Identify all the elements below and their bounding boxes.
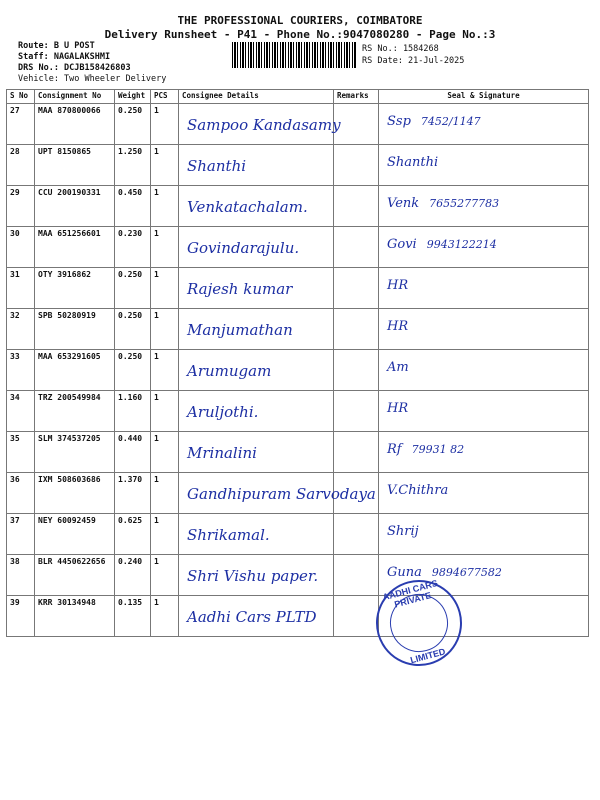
cell-pcs: 1	[151, 473, 179, 514]
cell-sno: 33	[7, 350, 35, 391]
cell-consignment: TRZ 200549984	[35, 391, 115, 432]
cell-sno: 34	[7, 391, 35, 432]
cell-consignee	[179, 186, 334, 227]
cell-pcs: 1	[151, 432, 179, 473]
cell-sno: 28	[7, 145, 35, 186]
cell-remarks	[334, 227, 379, 268]
cell-weight: 0.250	[115, 268, 151, 309]
cell-consignee	[179, 391, 334, 432]
signature-name: Shrij	[387, 524, 419, 539]
cell-sno: 39	[7, 596, 35, 637]
signature	[387, 524, 429, 539]
cell-sno: 37	[7, 514, 35, 555]
cell-consignment: MAA 651256601	[35, 227, 115, 268]
consignee-handwriting: Shri Vishu paper.	[187, 567, 319, 585]
cell-consignment: BLR 4450622656	[35, 555, 115, 596]
signature-phone: 79931 82	[411, 443, 465, 456]
signature-name: Am	[387, 360, 409, 375]
table-row	[7, 104, 589, 145]
cell-consignee	[179, 309, 334, 350]
cell-remarks	[334, 555, 379, 596]
cell-signature	[379, 309, 589, 350]
cell-weight: 0.440	[115, 432, 151, 473]
signature	[387, 360, 419, 375]
cell-signature	[379, 473, 589, 514]
consignee-handwriting: Govindarajulu.	[187, 239, 300, 257]
cell-weight: 0.250	[115, 309, 151, 350]
col-pcs: PCS	[151, 90, 179, 104]
consignee-handwriting: Aadhi Cars PLTD	[187, 608, 317, 626]
cell-sno: 27	[7, 104, 35, 145]
cell-consignee	[179, 350, 334, 391]
consignee-handwriting: Aruljothi.	[187, 403, 259, 421]
seal-top-text: AADHI CARS PRIVATE	[381, 578, 439, 610]
col-consignee: Consignee Details	[179, 90, 334, 104]
cell-pcs: 1	[151, 391, 179, 432]
signature-name: Shanthi	[387, 155, 439, 170]
cell-weight: 0.450	[115, 186, 151, 227]
runsheet-table	[6, 89, 589, 637]
table-row	[7, 350, 589, 391]
signature-phone: 9894677582	[431, 566, 502, 579]
signature-name: HR	[387, 278, 409, 293]
cell-consignee	[179, 555, 334, 596]
signature	[387, 196, 499, 211]
cell-consignee	[179, 596, 334, 637]
cell-consignment: MAA 870800066	[35, 104, 115, 145]
cell-sno: 29	[7, 186, 35, 227]
cell-pcs: 1	[151, 186, 179, 227]
table-row	[7, 473, 589, 514]
signature-name: HR	[387, 401, 409, 416]
cell-remarks	[334, 350, 379, 391]
cell-weight: 0.250	[115, 104, 151, 145]
signature-name: Ssp	[387, 114, 411, 129]
consignee-handwriting: Manjumathan	[187, 321, 293, 339]
cell-weight: 1.160	[115, 391, 151, 432]
cell-pcs: 1	[151, 268, 179, 309]
cell-consignee	[179, 227, 334, 268]
signature	[387, 401, 418, 416]
cell-weight: 0.230	[115, 227, 151, 268]
cell-weight: 0.250	[115, 350, 151, 391]
signature-name: Govi	[387, 237, 417, 252]
cell-signature	[379, 227, 589, 268]
cell-pcs: 1	[151, 350, 179, 391]
cell-sno: 38	[7, 555, 35, 596]
cell-remarks	[334, 268, 379, 309]
cell-consignment: SPB 50280919	[35, 309, 115, 350]
cell-consignment: MAA 653291605	[35, 350, 115, 391]
table-row	[7, 514, 589, 555]
cell-sno: 36	[7, 473, 35, 514]
cell-consignment: CCU 200190331	[35, 186, 115, 227]
signature	[387, 237, 497, 252]
cell-signature	[379, 350, 589, 391]
cell-consignment: UPT 8150865	[35, 145, 115, 186]
cell-pcs: 1	[151, 596, 179, 637]
cell-consignment: SLM 374537205	[35, 432, 115, 473]
cell-consignee	[179, 432, 334, 473]
table-row	[7, 268, 589, 309]
cell-remarks	[334, 432, 379, 473]
signature-phone: 9943122214	[426, 238, 497, 251]
vehicle: Vehicle: Two Wheeler Delivery	[18, 74, 167, 84]
seal-bottom-text: LIMITED	[409, 646, 447, 666]
signature	[387, 114, 481, 129]
consignee-handwriting: Mrinalini	[187, 444, 257, 462]
cell-remarks	[334, 514, 379, 555]
cell-consignment: IXM 508603686	[35, 473, 115, 514]
col-signature: Seal & Signature	[379, 90, 589, 104]
cell-signature	[379, 145, 589, 186]
consignee-handwriting: Shrikamal.	[187, 526, 270, 544]
consignee-handwriting: Rajesh kumar	[187, 280, 293, 298]
staff: Staff: NAGALAKSHMI	[18, 52, 111, 62]
cell-pcs: 1	[151, 145, 179, 186]
cell-pcs: 1	[151, 514, 179, 555]
col-sno: S No	[7, 90, 35, 104]
cell-consignment: NEY 60092459	[35, 514, 115, 555]
cell-weight: 1.370	[115, 473, 151, 514]
header-row	[7, 90, 589, 104]
signature	[387, 483, 458, 498]
signature-phone: 7655277783	[429, 197, 500, 210]
table-row	[7, 391, 589, 432]
table-row	[7, 186, 589, 227]
signature-name: V.Chithra	[387, 483, 449, 498]
company-name: THE PROFESSIONAL COURIERS, COIMBATORE	[177, 14, 423, 27]
cell-remarks	[334, 145, 379, 186]
cell-signature	[379, 391, 589, 432]
cell-consignee	[179, 104, 341, 145]
col-consignment: Consignment No	[35, 90, 115, 104]
cell-weight: 0.240	[115, 555, 151, 596]
cell-signature	[379, 268, 589, 309]
signature	[387, 278, 418, 293]
col-weight: Weight	[115, 90, 151, 104]
cell-weight: 0.625	[115, 514, 151, 555]
signature	[387, 442, 464, 457]
cell-weight: 1.250	[115, 145, 151, 186]
signature-phone: 7452/1147	[420, 115, 481, 128]
consignee-handwriting: Gandhipuram Sarvodaya	[187, 485, 376, 503]
table-row	[7, 432, 589, 473]
route: Route: B U POST	[18, 41, 95, 51]
signature-name: Guna	[387, 565, 422, 580]
cell-consignment: KRR 30134948	[35, 596, 115, 637]
cell-consignment: OTY 3916862	[35, 268, 115, 309]
cell-consignee	[179, 268, 334, 309]
rs-number: RS No.: 1584268	[362, 44, 439, 54]
drs-number: DRS No.: DCJB158426803	[18, 63, 131, 73]
cell-sno: 32	[7, 309, 35, 350]
cell-pcs: 1	[151, 309, 179, 350]
consignee-handwriting: Shanthi	[187, 157, 247, 175]
signature-name: Venk	[387, 196, 420, 211]
consignee-handwriting: Arumugam	[187, 362, 272, 380]
cell-sno: 31	[7, 268, 35, 309]
cell-pcs: 1	[151, 104, 179, 145]
cell-signature	[379, 104, 589, 145]
signature	[387, 319, 418, 334]
rs-date: RS Date: 21-Jul-2025	[362, 56, 465, 66]
signature-name: Rf	[387, 442, 402, 457]
signature-name: HR	[387, 319, 409, 334]
runsheet-subtitle: Delivery Runsheet - P41 - Phone No.:9047080280 - Page No.:3	[104, 28, 496, 41]
table-row	[7, 555, 589, 596]
table-row	[7, 145, 589, 186]
cell-remarks	[334, 391, 379, 432]
cell-remarks	[334, 309, 379, 350]
table-row	[7, 596, 589, 637]
cell-weight: 0.135	[115, 596, 151, 637]
col-remarks: Remarks	[334, 90, 379, 104]
cell-pcs: 1	[151, 555, 179, 596]
consignee-handwriting: Venkatachalam.	[187, 198, 308, 216]
cell-consignee	[179, 145, 334, 186]
cell-sno: 35	[7, 432, 35, 473]
signature	[387, 155, 448, 170]
cell-consignee	[179, 514, 334, 555]
table-row	[7, 227, 589, 268]
cell-consignee	[179, 473, 376, 514]
cell-signature	[379, 514, 589, 555]
consignee-handwriting: Sampoo Kandasamy	[187, 116, 341, 134]
cell-signature	[379, 186, 589, 227]
cell-signature	[379, 432, 589, 473]
cell-pcs: 1	[151, 227, 179, 268]
barcode	[232, 42, 356, 68]
table-row	[7, 309, 589, 350]
cell-remarks	[334, 186, 379, 227]
cell-sno: 30	[7, 227, 35, 268]
